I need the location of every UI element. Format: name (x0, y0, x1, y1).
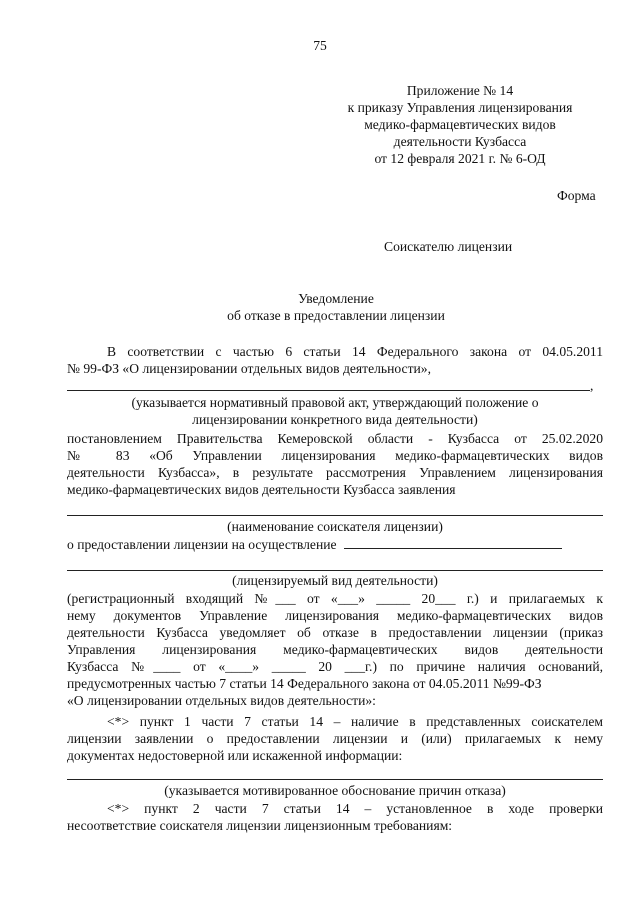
header-line: к приказу Управления лицензирования (347, 100, 573, 115)
list-item: документах недостоверной или искаженной информации: (67, 748, 403, 763)
body-line: № 83 «Об Управлении лицензирования медико-фармацевтических видов (67, 448, 603, 463)
body-line: деятельности Кузбасса», в результате рассмотрения Управлением лицензирования (67, 465, 603, 480)
header-line: Приложение № 14 (406, 83, 514, 98)
addressee: Соискателю лицензии (384, 239, 513, 254)
activity-prefix: о предоставлении лицензии на осуществление (67, 537, 337, 552)
document-subtitle: об отказе в предоставлении лицензии (227, 308, 445, 323)
body-line: деятельности Кузбасса уведомляет об отказе в предоставлении лицензии (приказ (67, 625, 603, 640)
body-line: предусмотренных частью 7 статьи 14 Федерального закона от 04.05.2011 №99-ФЗ (67, 676, 542, 691)
hint-act: лицензировании конкретного вида деятельности) (192, 412, 478, 427)
body-line: Управления лицензирования медико-фармацевтических видов деятельности (67, 642, 603, 657)
header-line: от 12 февраля 2021 г. № 6-ОД (374, 151, 546, 166)
page-number: 75 (313, 38, 327, 53)
document-title: Уведомление (298, 291, 374, 306)
header-line: медико-фармацевтических видов (364, 117, 556, 132)
hint-activity: (лицензируемый вид деятельности) (232, 573, 438, 588)
fill-line-act (67, 390, 590, 391)
body-line: № 99-ФЗ «О лицензировании отдельных видов деятельности», (67, 361, 431, 376)
list-item: <*> пункт 2 части 7 статьи 14 – установленное в ходе проверки (107, 801, 603, 816)
body-line: медико-фармацевтических видов деятельности Кузбасса заявления (67, 482, 456, 497)
body-line: Кузбасса №____ от «____» _____ 20 ___г.) по причине наличия оснований, (67, 659, 603, 674)
hint-applicant: (наименование соискателя лицензии) (227, 519, 443, 534)
header-line: деятельности Кузбасса (393, 134, 527, 149)
activity-blank (344, 536, 562, 549)
body-line: В соответствии с частью 6 статьи 14 Федерального закона от 04.05.2011 (107, 344, 603, 359)
body-line (67, 536, 562, 553)
list-item: лицензии заявлении о предоставлении лицензии и (или) прилагаемых к нему (67, 731, 603, 746)
body-line: нему документов Управление лицензирования медико-фармацевтических видов (67, 608, 603, 623)
body-line: (регистрационный входящий №___ от «___» _____ 20___ г.) и прилагаемых к (67, 591, 603, 606)
form-label: Форма (557, 188, 596, 203)
list-item: несоответствие соискателя лицензии лицензионным требованиям: (67, 818, 453, 833)
hint-act: (указывается нормативный правовой акт, утверждающий положение о (131, 395, 539, 410)
list-item: <*> пункт 1 части 7 статьи 14 – наличие в представленных соискателем (107, 714, 603, 729)
hint-reason: (указывается мотивированное обоснование причин отказа) (164, 783, 506, 798)
fill-line-reason (67, 779, 603, 780)
fill-line-applicant (67, 515, 603, 516)
comma: , (590, 378, 594, 393)
body-line: постановлением Правительства Кемеровской области - Кузбасса от 25.02.2020 (67, 431, 603, 446)
fill-line-activity (67, 570, 603, 571)
body-line: «О лицензировании отдельных видов деятельности»: (67, 693, 376, 708)
